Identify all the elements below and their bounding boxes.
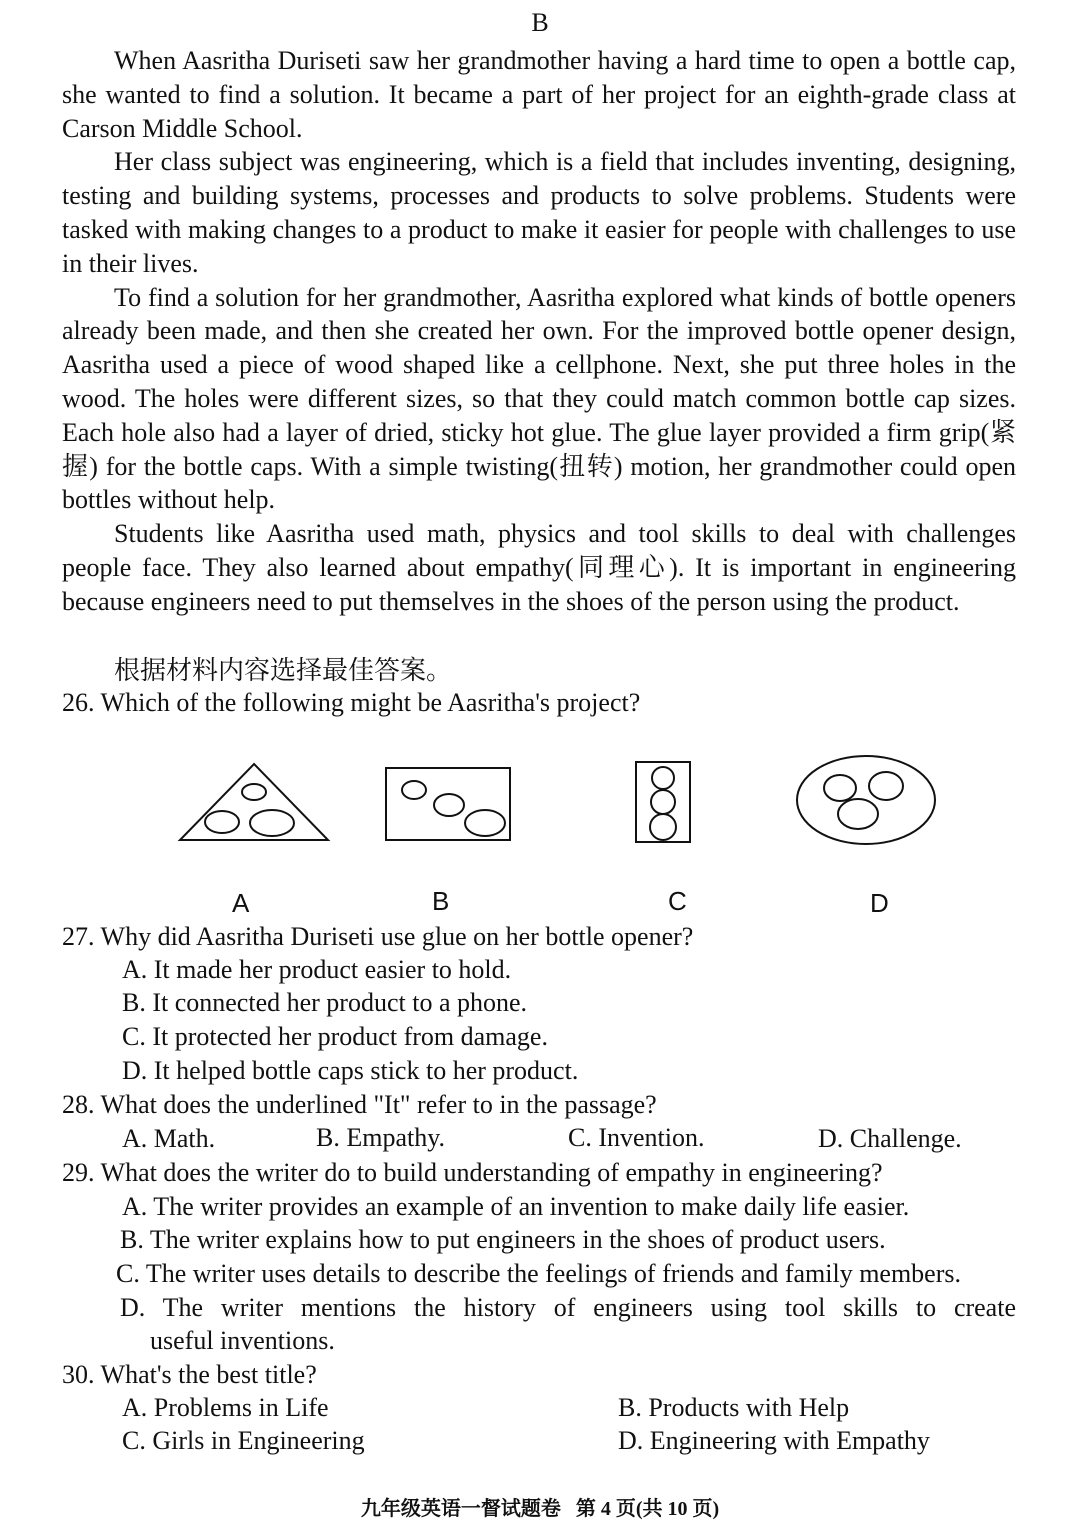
passage-paragraph-3: To find a solution for her grandmother, Aasritha explored what kinds of bottle openers already been made, and then she created her own. For the improved bottle opener design, Aasritha used a piece of wood shaped like a cellphone. Next, she put three holes in the wood. The holes were different sizes, so that they could match common bottle cap sizes. Each hole also had a layer of dried, sticky hot glue. The glue layer provided a firm grip(紧握) for the bottle caps. With a simple twisting(扭转) motion, her grandmother could open bottles without help.	[62, 282, 1016, 515]
q28-option-c: C. Invention.	[568, 1123, 705, 1152]
q29-option-d-continued: useful inventions.	[150, 1326, 335, 1355]
q29-option-a: A. The writer provides an example of an invention to make daily life easier.	[122, 1192, 910, 1221]
q30-option-d: D. Engineering with Empathy	[618, 1426, 930, 1455]
passage-paragraph-2: Her class subject was engineering, which is a field that includes inventing, designing, testing and building systems, processes and products to solve problems. Students were tasked with making changes to a product to make it easier for people with challenges to use in their lives.	[62, 147, 1016, 278]
option-b-label: B	[432, 886, 450, 916]
q30-option-a: A. Problems in Life	[122, 1393, 329, 1422]
q29-option-d: D. The writer mentions the history of engineers using tool skills to create	[120, 1293, 1016, 1322]
question-29-stem: 29. What does the writer do to build understanding of empathy in engineering?	[62, 1158, 883, 1187]
reading-passage	[62, 44, 1016, 619]
option-d-label: D	[870, 888, 889, 918]
q30-option-c: C. Girls in Engineering	[122, 1426, 365, 1455]
option-a-triangle-figure	[176, 760, 332, 844]
passage-paragraph-4: Students like Aasritha used math, physics and tool skills to deal with challenges people face. They also learned about empathy(同理心). It is important in engineering because engineers need to put themselves in the shoes of the person using the product.	[62, 519, 1016, 616]
option-c-label: C	[668, 886, 687, 916]
q27-option-a: A. It made her product easier to hold.	[122, 955, 512, 984]
page-footer: 九年级英语一督试题卷 第 4 页(共 10 页)	[360, 1498, 720, 1520]
instruction-text: 根据材料内容选择最佳答案。	[114, 656, 453, 685]
q27-option-d: D. It helped bottle caps stick to her product.	[122, 1056, 579, 1085]
q29-option-b: B. The writer explains how to put engineers in the shoes of product users.	[120, 1225, 886, 1254]
passage-paragraph-1: When Aasritha Duriseti saw her grandmother having a hard time to open a bottle cap, she wanted to find a solution. It became a part of her project for an eighth-grade class at Carson Middle School.	[62, 46, 1016, 143]
option-c-cellphone-figure	[634, 760, 694, 846]
q30-option-b: B. Products with Help	[618, 1393, 850, 1422]
question-28-stem: 28. What does the underlined "It" refer to in the passage?	[62, 1090, 657, 1119]
q28-option-b: B. Empathy.	[316, 1123, 446, 1152]
section-letter: B	[531, 8, 549, 37]
option-b-rectangle-figure	[384, 766, 514, 844]
q27-option-b: B. It connected her product to a phone.	[122, 988, 528, 1017]
q29-option-c: C. The writer uses details to describe the feelings of friends and family members.	[116, 1259, 961, 1288]
q28-option-a: A. Math.	[122, 1124, 216, 1153]
option-a-label: A	[232, 888, 250, 918]
question-26-stem: 26. Which of the following might be Aasritha's project?	[62, 688, 641, 717]
question-30-stem: 30. What's the best title?	[62, 1360, 317, 1389]
q28-option-d: D. Challenge.	[818, 1124, 962, 1153]
q27-option-c: C. It protected her product from damage.	[122, 1022, 548, 1051]
question-27-stem: 27. Why did Aasritha Duriseti use glue on her bottle opener?	[62, 922, 694, 951]
option-d-oval-figure	[794, 752, 940, 848]
